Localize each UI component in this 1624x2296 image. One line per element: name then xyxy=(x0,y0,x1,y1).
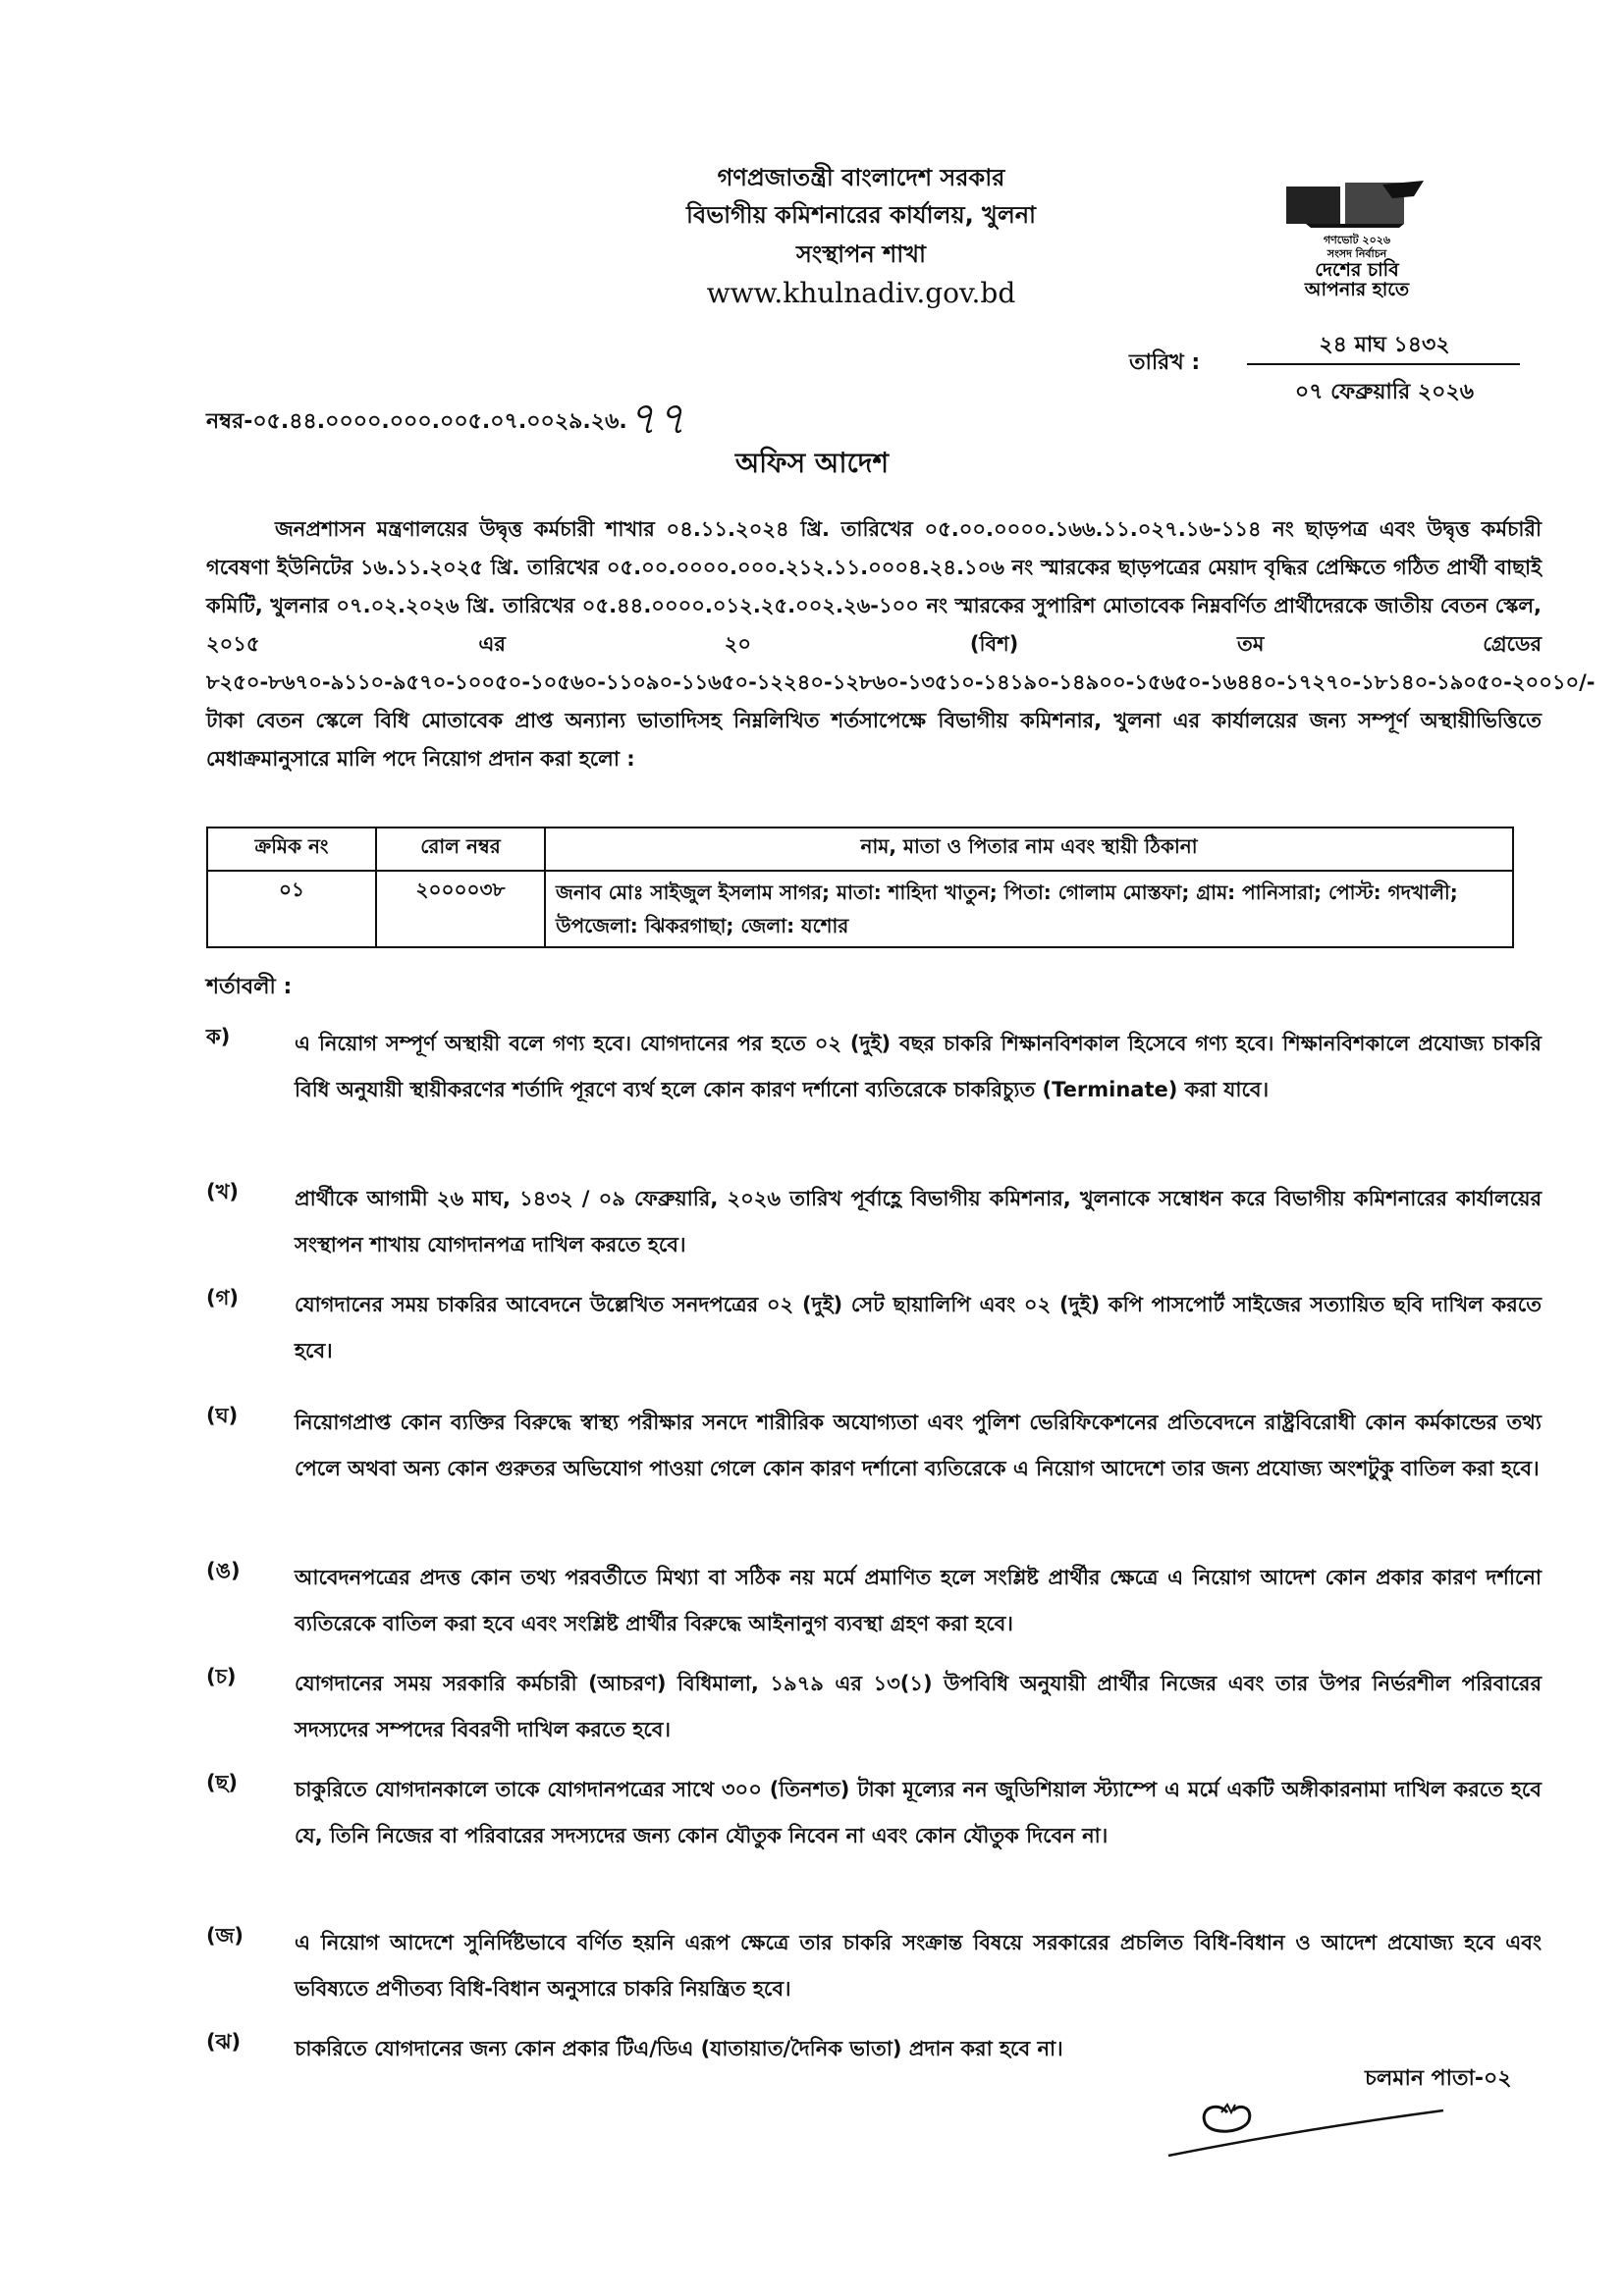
condition-text: চাকুরিতে যোগদানকালে তাকে যোগদানপত্রের সাথে ৩০০ (তিনশত) টাকা মূল্যের নন জুডিশিয়াল স্ট্যাম্পে এ মর্মে একটি অঙ্গীকারনামা দাখিল করতে হবে যে, তিনি নিজের বা পরিবারের সদস্যদের জন্য কোন যৌতুক নিবেন না এবং কোন যৌতুক দিবেন না। xyxy=(295,1778,1542,1847)
condition-letter: (খ) xyxy=(206,1180,239,1203)
col-roll-header: রোল নম্বর xyxy=(376,828,545,871)
condition-text: যোগদানের সময় সরকারি কর্মচারী (আচরণ) বিধিমালা, ১৯৭৯ এর ১৩(১) উপবিধি অনুযায়ী প্রার্থীর নিজের এবং তার উপর নির্ভরশীল পরিবারের সদস্যদের সম্পদের বিবরণী দাখিল করতে হবে। xyxy=(295,1672,1542,1741)
conditions-heading: শর্তাবলী : xyxy=(206,975,293,999)
condition-letter: (ঙ) xyxy=(206,1559,241,1582)
memo-number-text: নম্বর-০৫.৪৪.০০০০.০০০.০০৫.০৭.০০২৯.২৬. xyxy=(206,409,627,434)
table-row xyxy=(207,871,1513,947)
nominee-table xyxy=(206,827,1514,948)
date-english: ০৭ ফেব্রুয়ারি ২০২৬ xyxy=(1294,380,1475,404)
signature-mark xyxy=(1159,2091,1453,2169)
cell-serial: ০১ xyxy=(207,871,376,947)
condition-text: প্রার্থীকে আগামী ২৬ মাঘ, ১৪৩২ / ০৯ ফেব্রুয়ারি, ২০২৬ তারিখ পূর্বাহ্ণে বিভাগীয় কমিশনার, খুলনাকে সম্বোধন করে বিভাগীয় কমিশনারের কার্যালয়ের সংস্থাপন শাখায় যোগদানপত্র দাখিল করতে হবে। xyxy=(295,1187,1542,1256)
condition-text: যোগদানের সময় চাকরির আবেদনে উল্লেখিত সনদপত্রের ০২ (দুই) সেট ছায়ালিপি এবং ০২ (দুই) কপি পাসপোর্ট সাইজের সত্যায়িত ছবি দাখিল করতে হবে। xyxy=(295,1293,1542,1362)
cell-details: জনাব মোঃ সাইজুল ইসলাম সাগর; মাতা: শাহিদা খাতুন; পিতা: গোলাম মোস্তফা; গ্রাম: পানিসারা; পোস্ট: গদখালী; উপজেলা: ঝিকরগাছা; জেলা: যশোর xyxy=(545,871,1513,947)
handwritten-memo-suffix: ৭৭ xyxy=(626,392,686,445)
table-header-row xyxy=(207,828,1513,871)
header-office: বিভাগীয় কমিশনারের কার্যালয়, খুলনা xyxy=(686,201,1036,229)
logo-text-2: সংসদ নির্বাচন xyxy=(1326,247,1387,260)
logo-text-4: আপনার হাতে xyxy=(1304,279,1410,299)
cell-roll: ২০০০০৩৮ xyxy=(376,871,545,947)
date-label: তারিখ : xyxy=(1129,350,1201,375)
election-logo xyxy=(1267,177,1448,299)
header-website: www.khulnadiv.gov.bd xyxy=(706,277,1016,309)
condition-letter: (গ) xyxy=(206,1286,239,1309)
continuation-note: চলমান পাতা-০২ xyxy=(1365,2066,1512,2091)
col-details-header: নাম, মাতা ও পিতার নাম এবং স্থায়ী ঠিকানা xyxy=(545,828,1513,871)
condition-text: আবেদনপত্রের প্রদত্ত কোন তথ্য পরবর্তীতে মিথ্যা বা সঠিক নয় মর্মে প্রমাণিত হলে সংশ্লিষ্ট প্রার্থীর ক্ষেত্রে এ নিয়োগ আদেশ কোন প্রকার কারণ দর্শানো ব্যতিরেকে বাতিল করা হবে এবং সংশ্লিষ্ট প্রার্থীর বিরুদ্ধে আইনানুগ ব্যবস্থা গ্রহণ করা হবে। xyxy=(295,1566,1542,1635)
condition-letter: (ঘ) xyxy=(206,1404,239,1427)
date-divider xyxy=(1247,363,1520,365)
col-serial-header: ক্রমিক নং xyxy=(207,828,376,871)
order-intro: জনপ্রশাসন মন্ত্রণালয়ের উদ্বৃত্ত কর্মচারী শাখার ০৪.১১.২০২৪ খ্রি. তারিখের ০৫.০০.০০০০.১৬৬.১১.০২৭.১৬-১১৪ নং ছাড়পত্র এবং উদ্বৃত্ত কর্মচারী গবেষণা ইউনিটের ১৬.১১.২০২৫ খ্রি. তারিখের ০৫.০০.০০০০.০০০.২১২.১১.০০০৪.২৪.১০৬ নং স্মারকের ছাড়পত্রের মেয়াদ বৃদ্ধির প্রেক্ষিতে গঠিত প্রার্থী বাছাই কমিটি, খুলনার ০৭.০২.২০২৬ খ্রি. তারিখের ০৫.৪৪.০০০০.০১২.২৫.০০২.২৬-১০০ নং স্মারকের সুপারিশ মোতাবেক নিম্নবর্ণিত প্রার্থীদেরকে জাতীয় বেতন স্কেল, ২০১৫ এর ২০ (বিশ) তম গ্রেডের ৮২৫০-৮৬৭০-৯১১০-৯৫৭০-১০০৫০-১০৫৬০-১১০৯০-১১৬৫০-১২২৪০-১২৮৬০-১৩৫১০-১৪১৯০-১৪৯০০-১৫৬৫০-১৬৪৪০-১৭২৭০-১৮১৪০-১৯০৫০-২০০১০/-টাকা বেতন স্কেলে বিধি মোতাবেক প্রাপ্ত অন্যান্য ভাতাদিসহ নিম্নলিখিত শর্তসাপেক্ষে বিভাগীয় কমিশনার, খুলনা এর কার্যালয়ের জন্য সম্পূর্ণ অস্থায়ীভিত্তিতে মেধাক্রমানুসারে মালি পদে নিয়োগ প্রদান করা হলো : xyxy=(206,517,1596,771)
header-branch: সংস্থাপন শাখা xyxy=(796,240,926,268)
date-bangla: ২৪ মাঘ ১৪৩২ xyxy=(1319,333,1450,357)
condition-text: এ নিয়োগ আদেশে সুনির্দিষ্টভাবে বর্ণিত হয়নি এরূপ ক্ষেত্রে তার চাকরি সংক্রান্ত বিষয়ে সরকারের প্রচলিত বিধি-বিধান ও আদেশ প্রযোজ্য হবে এবং ভবিষ্যতে প্রণীতব্য বিধি-বিধান অনুসারে চাকরি নিয়ন্ত্রিত হবে। xyxy=(295,1931,1542,2001)
condition-text: এ নিয়োগ সম্পূর্ণ অস্থায়ী বলে গণ্য হবে। যোগদানের পর হতে ০২ (দুই) বছর চাকরি শিক্ষানবিশকাল হিসেবে গণ্য হবে। শিক্ষানবিশকালে প্রযোজ্য চাকরি বিধি অনুযায়ী স্থায়ীকরণের শর্তাদি পূরণে ব্যর্থ হলে কোন কারণ দর্শানো ব্যতিরেকে চাকরিচ্যুত (Terminate) করা যাবে। xyxy=(295,1032,1542,1101)
condition-letter: (ঝ) xyxy=(206,2030,242,2054)
logo-text-3: দেশের চাবি xyxy=(1315,259,1399,281)
condition-letter: (জ) xyxy=(206,1924,244,1948)
order-title: অফিস আদেশ xyxy=(734,447,890,479)
ballot-box-icon xyxy=(1267,177,1448,299)
memo-number xyxy=(206,379,686,454)
initials-signature xyxy=(1159,2091,1453,2169)
header-govt: গণপ্রজাতন্ত্রী বাংলাদেশ সরকার xyxy=(717,164,1005,191)
condition-text: নিয়োগপ্রাপ্ত কোন ব্যক্তির বিরুদ্ধে স্বাস্থ্য পরীক্ষার সনদে শারীরিক অযোগ্যতা এবং পুলিশ ভেরিফিকেশনের প্রতিবেদনে রাষ্ট্রবিরোধী কোন কর্মকান্ডের তথ্য পেলে অথবা অন্য কোন গুরুতর অভিযোগ পাওয়া গেলে কোন কারণ দর্শানো ব্যতিরেকে এ নিয়োগ আদেশে তার জন্য প্রযোজ্য অংশটুকু বাতিল করা হবে। xyxy=(295,1411,1542,1480)
condition-letter: (ছ) xyxy=(206,1771,238,1794)
logo-text-1: গণভোট ২০২৬ xyxy=(1323,234,1391,246)
condition-letter: (চ) xyxy=(206,1665,237,1688)
condition-text: চাকরিতে যোগদানের জন্য কোন প্রকার টিএ/ডিএ (যাতায়াত/দৈনিক ভাতা) প্রদান করা হবে না। xyxy=(295,2037,1063,2060)
condition-letter: ক) xyxy=(206,1025,231,1048)
